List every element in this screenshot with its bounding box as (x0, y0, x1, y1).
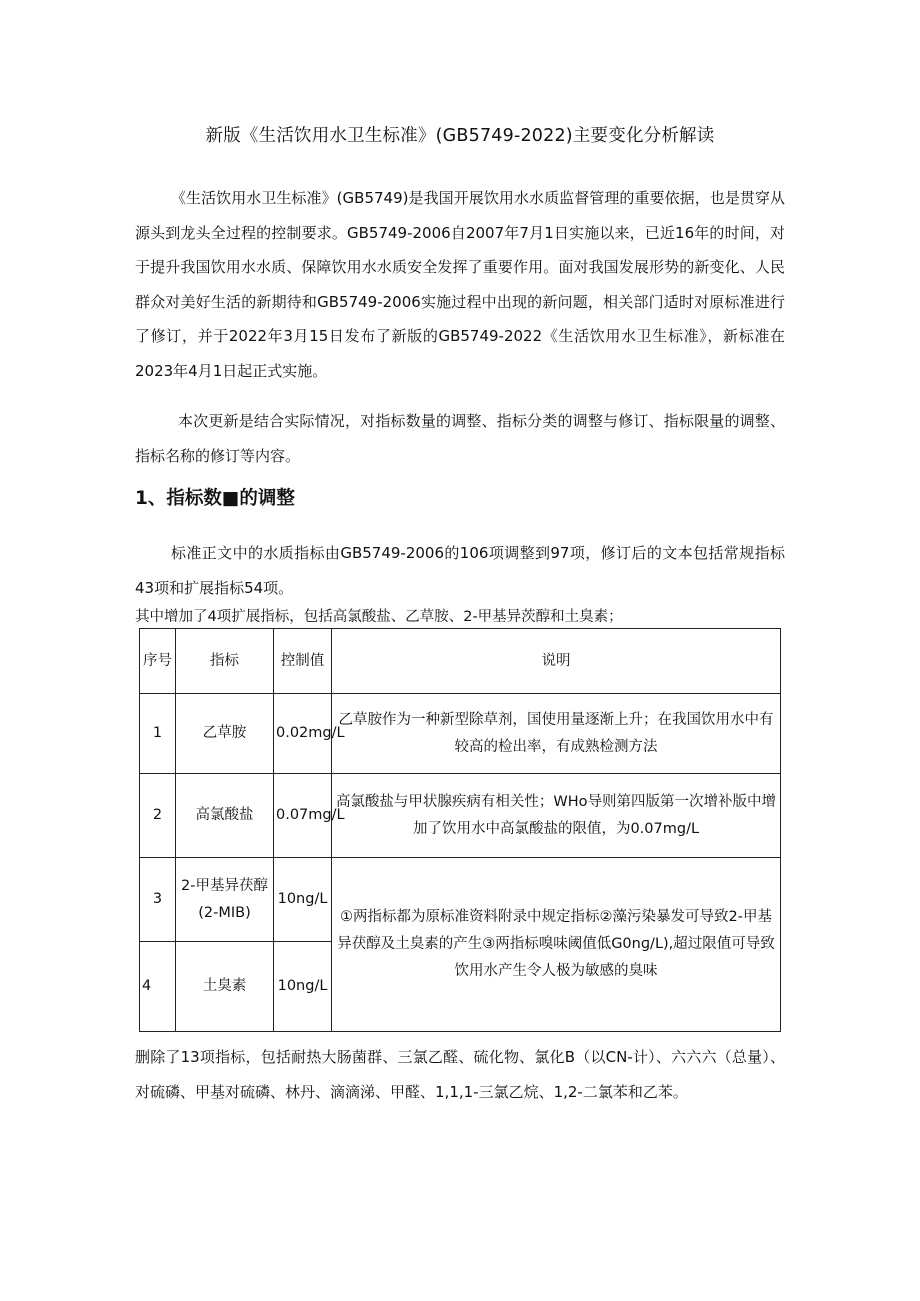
row-number: 2 (140, 774, 176, 858)
control-value: 0.02mg/L (274, 694, 332, 774)
indicator-table (139, 628, 781, 1032)
count-paragraph: 标准正文中的水质指标由GB5749-2006的106项调整到97项，修订后的文本包括常规指标43项和扩展指标54项。 (135, 544, 785, 597)
added-paragraph: 其中增加了4项扩展指标，包括高氯酸盐、乙草胺、2-甲基异茨醇和土臭素； (135, 609, 623, 625)
indicator-name: 乙草胺 (176, 694, 274, 774)
indicator-name: 2-甲基异茯醇(2-MIB) (176, 858, 274, 942)
indicator-name: 土臭素 (176, 942, 274, 1032)
table-row (140, 858, 781, 942)
indicator-note: 高氯酸盐与甲状腺疾病有相关性；WHo导则第四版第一次增补版中增加了饮用水中高氯酸盐的限值，为0.07mg/L (332, 774, 781, 858)
row-number: 4 (140, 942, 176, 1032)
update-paragraph: 本次更新是结合实际情况，对指标数量的调整、指标分类的调整与修订、指标限量的调整、指标名称的修订等内容。 (135, 412, 785, 465)
intro-paragraph: 《生活饮用水卫生标准》(GB5749)是我国开展饮用水水质监督管理的重要依据，也是贯穿从源头到龙头全过程的控制要求。GB5749-2006自2007年7月1日实施以来，已近16年的时间，对于提升我国饮用水水质、保障饮用水水质安全发挥了重要作用。面对我国发展形势的新变化、人民群众对美好生活的新期待和GB5749-2006实施过程中出现的新问题，相关部门适时对原标准进行了修订，并于2022年3月15日发布了新版的GB5749-2022《生活饮用水卫生标准》，新标准在2023年4月1日起正式实施。 (135, 189, 785, 380)
control-value: 0.07mg/L (274, 774, 332, 858)
header-cell: 序号 (140, 629, 176, 694)
deleted-paragraph: 删除了13项指标，包括耐热大肠菌群、三氯乙醛、硫化物、氯化B（以CN-计）、六六六（总量）、对硫磷、甲基对硫磷、林丹、滴滴涕、甲醛、1,1,1-三氯乙烷、1,2-二氯苯和乙苯。 (135, 1048, 785, 1101)
table-row (140, 694, 781, 774)
row-number: 3 (140, 858, 176, 942)
section-heading: 1、指标数■的调整 (135, 488, 295, 509)
indicator-note: 乙草胺作为一种新型除草剂，国使用量逐渐上升；在我国饮用水中有较高的检出率，有成熟检测方法 (332, 694, 781, 774)
control-value: 10ng/L (274, 858, 332, 942)
header-cell: 说明 (332, 629, 781, 694)
header-cell: 控制值 (274, 629, 332, 694)
header-cell: 指标 (176, 629, 274, 694)
control-value: 10ng/L (274, 942, 332, 1032)
row-number: 1 (140, 694, 176, 774)
table-header-row (140, 629, 781, 694)
table-row (140, 774, 781, 858)
shared-note: ①两指标都为原标准资料附录中规定指标②藻污染暴发可导致2-甲基异茯醇及土臭素的产生③两指标嗅味阈值低G0nɡ/L),超过限值可导致饮用水产生令人极为敏感的臭味 (332, 858, 781, 1032)
indicator-name: 高氯酸盐 (176, 774, 274, 858)
document-title: 新版《生活饮用水卫生标准》(GB5749-2022)主要变化分析解读 (205, 126, 715, 146)
